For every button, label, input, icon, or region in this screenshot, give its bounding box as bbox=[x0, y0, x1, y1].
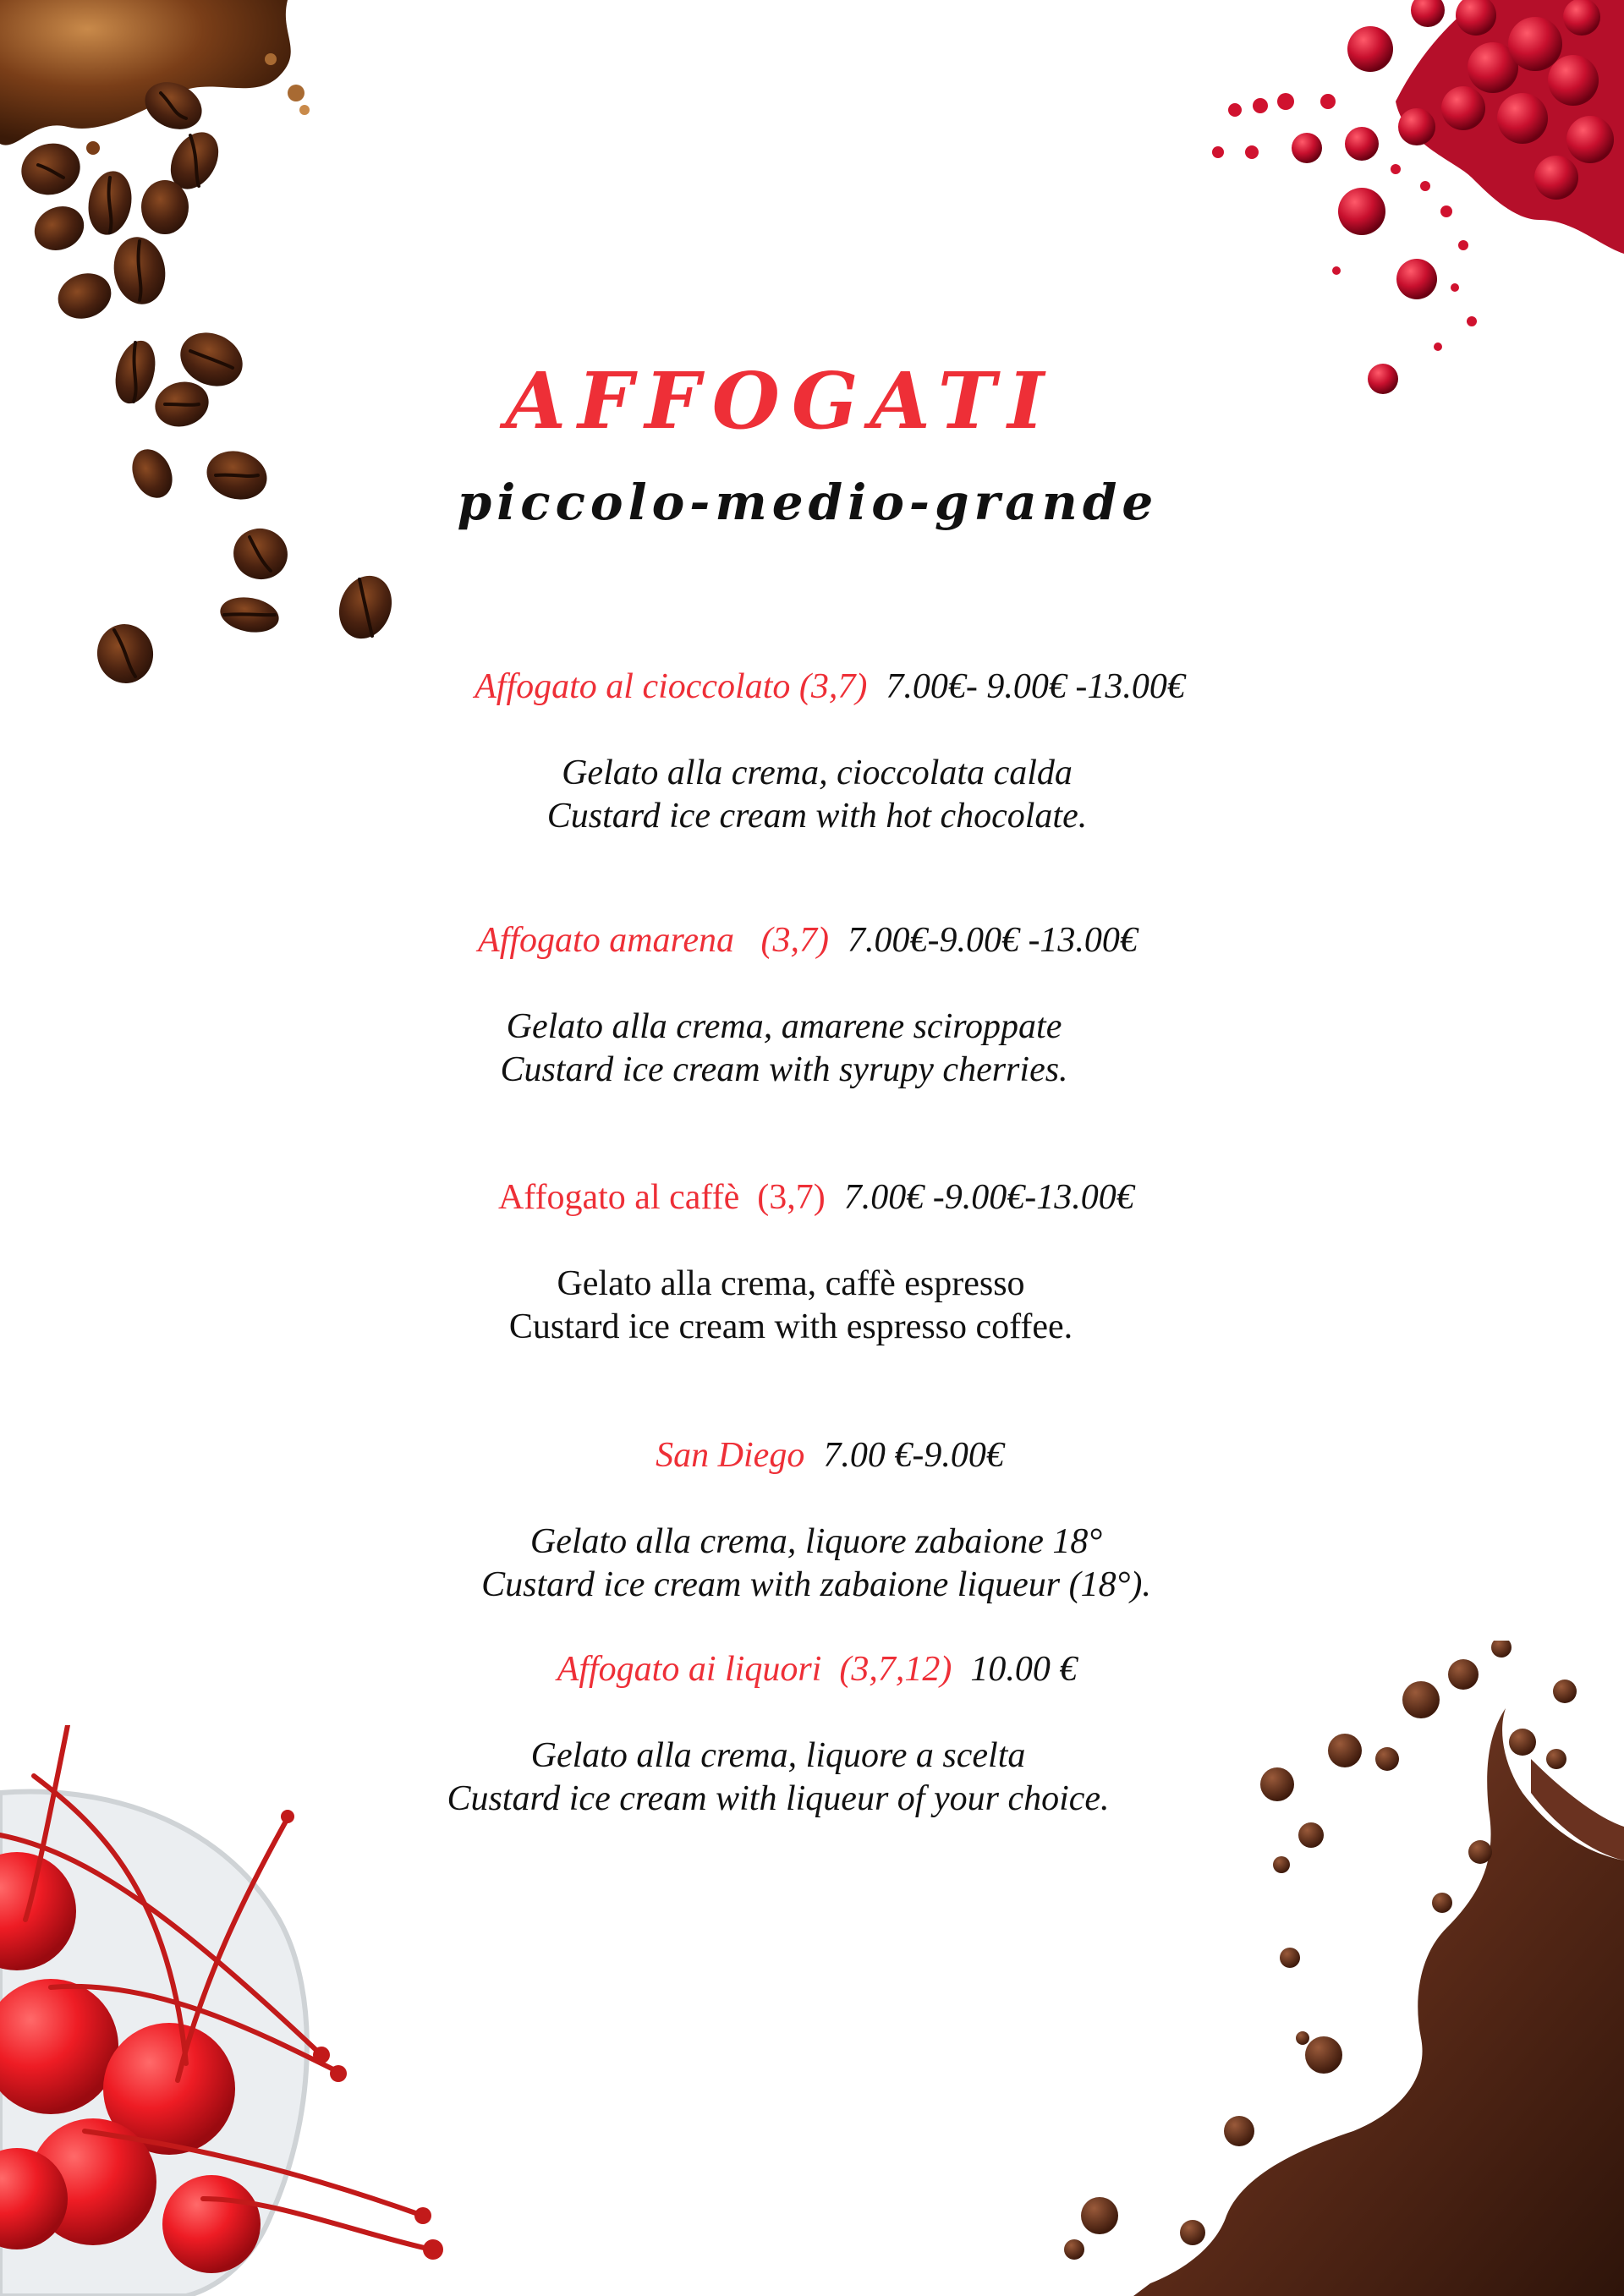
menu-item-affogato-caffe bbox=[0, 1133, 1624, 1349]
menu-subtitle: piccolo-medio-grande bbox=[457, 474, 1159, 531]
item-price: 7.00€ -9.00€-13.00€ bbox=[843, 1178, 1134, 1217]
item-description-it: Gelato alla crema, amarene sciroppate bbox=[506, 1007, 1062, 1046]
menu-item-affogato-amarena bbox=[0, 876, 1624, 1092]
item-description-it: Gelato alla crema, caffè espresso bbox=[557, 1264, 1025, 1303]
menu-item-affogato-cioccolato bbox=[0, 622, 1624, 838]
item-price: 7.00€-9.00€ -13.00€ bbox=[847, 921, 1138, 960]
item-description-en: Custard ice cream with syrupy cherries. bbox=[500, 1050, 1068, 1089]
item-name: Affogato al cioccolato (3,7) bbox=[475, 667, 868, 706]
item-price: 7.00€- 9.00€ -13.00€ bbox=[886, 667, 1185, 706]
item-name: Affogato ai liquori (3,7,12) bbox=[557, 1650, 952, 1689]
item-name: Affogato al caffè (3,7) bbox=[497, 1178, 826, 1217]
menu-item-san-diego bbox=[0, 1391, 1624, 1607]
item-description-it: Gelato alla crema, liquore a scelta bbox=[530, 1736, 1026, 1775]
item-price: 10.00 € bbox=[970, 1650, 1078, 1689]
item-description-it: Gelato alla crema, cioccolata calda bbox=[562, 753, 1073, 792]
item-name: Affogato amarena (3,7) bbox=[478, 921, 829, 960]
item-description-it: Gelato alla crema, liquore zabaione 18° bbox=[529, 1522, 1103, 1561]
item-description-en: Custard ice cream with zabaione liqueur (18°). bbox=[481, 1565, 1151, 1604]
item-price: 7.00 €-9.00€ bbox=[823, 1436, 1004, 1475]
item-name: San Diego bbox=[656, 1436, 805, 1475]
coffee-beans-splash-image bbox=[0, 0, 406, 702]
menu-title: AFFOGATI bbox=[505, 355, 1056, 447]
item-description-en: Custard ice cream with hot chocolate. bbox=[546, 797, 1088, 836]
item-description-en: Custard ice cream with espresso coffee. bbox=[508, 1307, 1073, 1346]
red-berries-splash-image bbox=[1201, 0, 1624, 406]
item-description-en: Custard ice cream with liqueur of your choice. bbox=[447, 1779, 1110, 1818]
menu-item-affogato-liquori bbox=[0, 1605, 1624, 1821]
